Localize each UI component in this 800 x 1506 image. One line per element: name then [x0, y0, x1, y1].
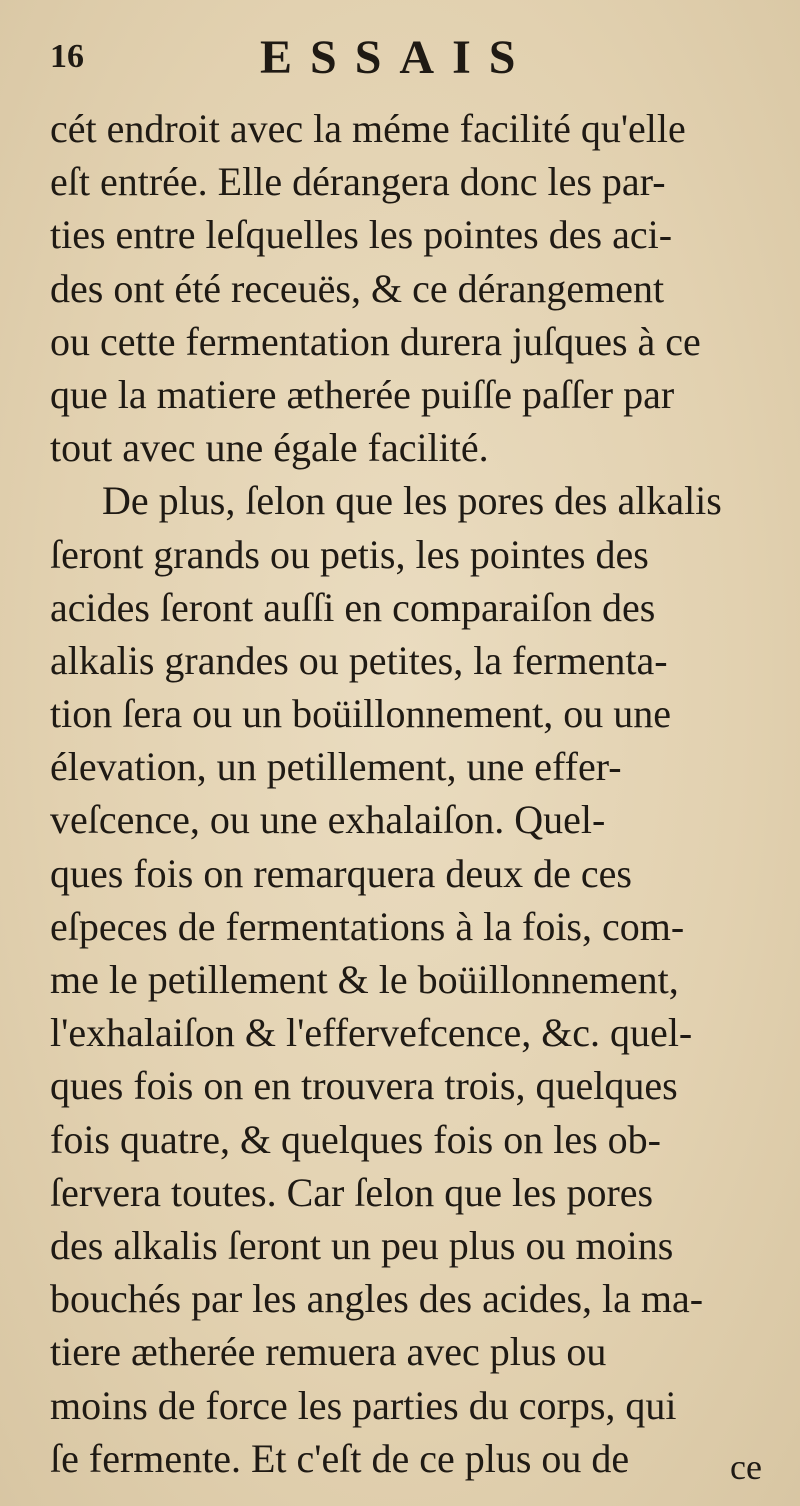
text-line: alkalis grandes ou petites, la fermenta- — [50, 637, 668, 683]
text-line: ſe fermente. Et c'eſt de ce plus ou de — [50, 1435, 630, 1481]
text-line: ties entre leſquelles les pointes des aci- — [50, 212, 673, 258]
page-header — [50, 30, 760, 90]
text-line: tiere ætherée remuera avec plus ou — [50, 1329, 607, 1375]
text-line: des ont été receuës, & ce dérangement — [50, 265, 665, 311]
text-line: élevation, un petillement, une effer- — [50, 744, 622, 790]
text-line: tout avec une égale facilité. — [50, 425, 489, 471]
text-line: bouchés par les angles des acides, la ma- — [50, 1276, 704, 1322]
text-line: moins de force les parties du corps, qui — [50, 1382, 677, 1428]
text-line: que la matiere ætherée puiſſe paſſer par — [50, 371, 675, 417]
text-line: ou cette fermentation durera juſques à ce — [50, 318, 701, 364]
body-text — [50, 102, 770, 1485]
text-line: ques fois on en trouvera trois, quelques — [50, 1063, 678, 1109]
text-line: des alkalis ſeront un peu plus ou moins — [50, 1222, 674, 1268]
text-line: cét endroit avec la méme facilité qu'elle — [50, 106, 686, 151]
page-number: 16 — [50, 38, 84, 75]
text-line: ſeront grands ou petis, les pointes des — [50, 531, 649, 577]
text-line: fois quatre, & quelques fois on les ob- — [50, 1116, 661, 1162]
text-line: eſt entrée. Elle dérangera donc les par- — [50, 159, 666, 205]
catchword: ce — [730, 1447, 762, 1487]
text-line: veſcence, ou une exhalaiſon. Quel- — [50, 797, 606, 843]
text-line: tion ſera ou un boüillonnement, ou une — [50, 691, 671, 737]
running-title: ESSAIS — [260, 31, 534, 84]
text-line: l'exhalaiſon & l'effervefcence, &c. quel- — [50, 1010, 693, 1056]
text-line: eſpeces de fermentations à la fois, com- — [50, 903, 685, 949]
text-line: me le petillement & le boüillonnement, — [50, 957, 679, 1002]
paragraph-start-line: De plus, ſelon que les pores des alkalis — [102, 478, 722, 524]
text-line: ſervera toutes. Car ſelon que les pores — [50, 1169, 654, 1215]
text-line: acides ſeront auſſi en comparaiſon des — [50, 584, 656, 630]
text-line: ques fois on remarquera deux de ces — [50, 850, 632, 896]
